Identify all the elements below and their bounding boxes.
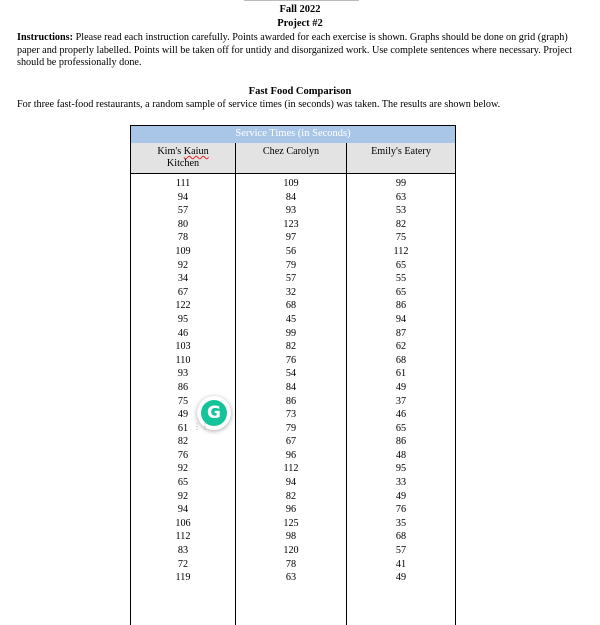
table-cell: 65: [395, 259, 407, 271]
table-cell: 63: [395, 191, 407, 203]
table-cell: 57: [395, 545, 407, 557]
table-cell: 87: [395, 327, 407, 339]
table-header-row: [131, 143, 455, 174]
table-cell: 53: [395, 205, 407, 217]
table-cell: 62: [395, 341, 407, 353]
table-cell: 97: [285, 232, 297, 244]
grammarly-icon: G: [201, 400, 227, 426]
table-cell: 86: [395, 300, 407, 312]
table-cell: 94: [285, 477, 297, 489]
column-values-emilys-eatery: [347, 177, 455, 585]
service-times-table: [130, 125, 456, 625]
table-cell: 73: [285, 409, 297, 421]
table-cell: 86: [177, 381, 189, 393]
table-cell: 110: [175, 354, 191, 366]
table-cell: 79: [285, 422, 297, 434]
table-title: Service Times (in Seconds): [131, 126, 455, 144]
table-cell: 96: [285, 504, 297, 516]
table-cell: 82: [177, 436, 189, 448]
table-cell: 49: [177, 409, 189, 421]
column-header-kims-kaiun-kitchen: [131, 143, 235, 173]
table-cell: 46: [177, 327, 189, 339]
table-cell: 112: [283, 463, 299, 475]
table-cell: 54: [285, 368, 297, 380]
table-cell: 68: [285, 300, 297, 312]
table-cell: 92: [177, 490, 189, 502]
table-cell: 95: [177, 313, 189, 325]
instructions-label: Instructions:: [17, 32, 74, 43]
table-cell: 86: [285, 395, 297, 407]
table-cell: 93: [285, 205, 297, 217]
drag-handle-icon[interactable]: ⋮⋮: [193, 422, 209, 431]
column-header-text-line2: Kitchen: [166, 157, 200, 169]
table-cell: 57: [177, 205, 189, 217]
section-intro: For three fast-food restaurants, a random sample of service times (in seconds) was taken. The results are shown below.: [17, 99, 501, 110]
table-cell: 95: [395, 463, 407, 475]
column-header-emilys-eatery: [347, 143, 455, 173]
table-cell: 63: [285, 572, 297, 584]
table-cell: 99: [395, 178, 407, 189]
table-cell: 78: [285, 558, 297, 570]
column-values-kims-kaiun-kitchen: [131, 177, 235, 585]
table-cell: 48: [395, 449, 407, 461]
table-cell: 94: [395, 313, 407, 325]
table-cell: 119: [175, 572, 191, 584]
column-header-text: Kim's: [157, 146, 184, 157]
table-cell: 46: [395, 409, 407, 421]
table-cell: 84: [285, 191, 297, 203]
table-cell: 45: [285, 313, 297, 325]
table-cell: 125: [283, 517, 299, 529]
table-cell: 82: [285, 341, 297, 353]
table-cell: 72: [177, 558, 189, 570]
table-cell: 80: [177, 218, 189, 230]
table-cell: 123: [283, 218, 299, 230]
table-cell: 33: [395, 477, 407, 489]
table-cell: 41: [395, 558, 407, 570]
table-cell: 32: [285, 286, 297, 298]
table-cell: 49: [395, 490, 407, 502]
table-cell: 49: [395, 381, 407, 393]
table-cell: 93: [177, 368, 189, 380]
table-cell: 55: [395, 273, 407, 285]
table-cell: 106: [175, 517, 191, 529]
spellcheck-flagged-word[interactable]: Kaiun: [183, 146, 209, 157]
table-cell: 103: [175, 341, 191, 353]
table-cell: 68: [395, 531, 407, 543]
table-cell: 75: [177, 395, 189, 407]
table-cell: 82: [395, 218, 407, 230]
table-cell: 61: [395, 368, 407, 380]
table-cell: 99: [285, 327, 297, 339]
table-cell: 109: [283, 178, 299, 189]
instructions-text: Please read each instruction carefully. Points awarded for each exercise is shown. Graphs should be done on grid (graph) paper and properly labelled. Points will be taken off for untidy and disorganized work. Use complete sentences where necessary. Project should be professionally done.: [17, 32, 573, 69]
semester-heading: Fall 2022: [279, 4, 321, 15]
column-header-chez-carolyn: [236, 143, 346, 173]
table-cell: 35: [395, 517, 407, 529]
table-cell: 57: [285, 273, 297, 285]
table-cell: 49: [395, 572, 407, 584]
table-cell: 111: [175, 178, 191, 189]
table-cell: 94: [177, 504, 189, 516]
table-cell: 76: [285, 354, 297, 366]
table-cell: 67: [177, 286, 189, 298]
project-heading: Project #2: [277, 18, 323, 29]
column-header-text: Chez Carolyn: [262, 146, 320, 157]
table-cell: 78: [177, 232, 189, 244]
table-cell: 109: [175, 245, 191, 257]
table-cell: 122: [175, 300, 191, 312]
table-cell: 65: [395, 286, 407, 298]
column-values-chez-carolyn: [236, 177, 346, 585]
table-cell: 79: [285, 259, 297, 271]
table-cell: 94: [177, 191, 189, 203]
table-cell: 67: [285, 436, 297, 448]
instructions-paragraph: [17, 32, 573, 70]
table-cell: 37: [395, 395, 407, 407]
table-cell: 76: [395, 504, 407, 516]
table-cell: 98: [285, 531, 297, 543]
table-cell: 92: [177, 259, 189, 271]
table-cell: 65: [177, 477, 189, 489]
column-header-text: Emily's Eatery: [371, 146, 431, 157]
table-cell: 84: [285, 381, 297, 393]
table-cell: 86: [395, 436, 407, 448]
table-cell: 92: [177, 463, 189, 475]
table-cell: 82: [285, 490, 297, 502]
table-cell: 112: [393, 245, 409, 257]
table-cell: 112: [175, 531, 191, 543]
table-cell: 34: [177, 273, 189, 285]
table-cell: 83: [177, 545, 189, 557]
table-cell: 96: [285, 449, 297, 461]
table-cell: 75: [395, 232, 407, 244]
table-cell: 61: [177, 422, 189, 434]
table-cell: 65: [395, 422, 407, 434]
table-cell: 68: [395, 354, 407, 366]
table-cell: 76: [177, 449, 189, 461]
table-cell: 56: [285, 245, 297, 257]
section-title: Fast Food Comparison: [248, 86, 352, 97]
cut-off-header-line: [244, 0, 359, 1]
table-cell: 120: [283, 545, 299, 557]
